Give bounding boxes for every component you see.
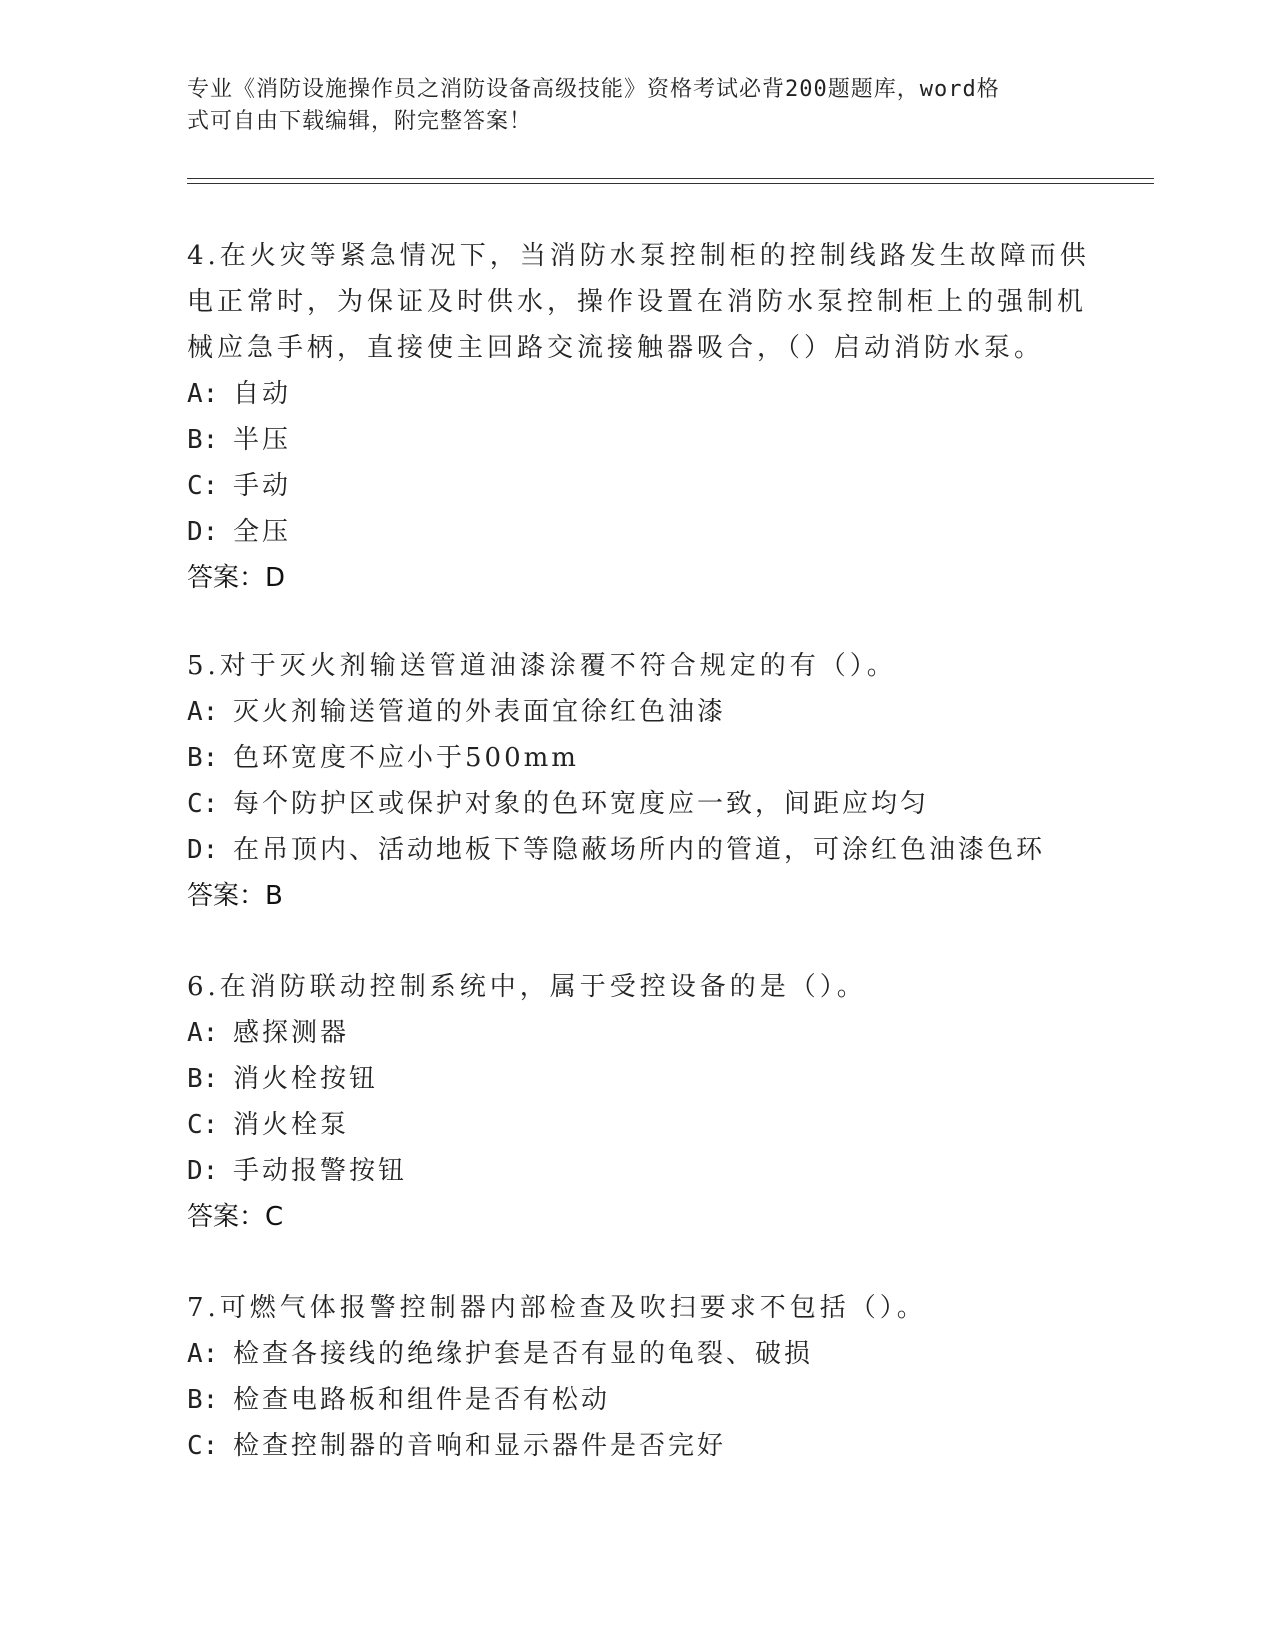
- option-c: [187, 781, 1107, 827]
- question-text: 7.可燃气体报警控制器内部检查及吹扫要求不包括（）。: [187, 1293, 927, 1323]
- option-letter: D:: [187, 1156, 219, 1186]
- question-text: 5.对于灭火剂输送管道油漆涂覆不符合规定的有（）。: [187, 651, 897, 681]
- option-text: 手动: [233, 471, 292, 501]
- option-letter: C:: [187, 1431, 219, 1461]
- option-a: [187, 371, 1107, 417]
- question-7: [187, 1285, 1107, 1469]
- option-text: 灭火剂输送管道的外表面宜徐红色油漆: [233, 697, 727, 727]
- option-letter: B:: [187, 743, 219, 773]
- option-d: [187, 1148, 1107, 1194]
- option-c: [187, 463, 1107, 509]
- option-letter: D:: [187, 835, 219, 865]
- answer-line: 答案：B: [187, 881, 283, 911]
- option-letter: D:: [187, 517, 219, 547]
- option-text: 色环宽度不应小于500mm: [233, 743, 579, 773]
- question-text: 电正常时，为保证及时供水，操作设置在消防水泵控制柜上的强制机: [187, 287, 1088, 317]
- option-a: [187, 689, 1107, 735]
- document-header: [187, 74, 1067, 138]
- option-text: 半压: [233, 425, 292, 455]
- option-text: 检查电路板和组件是否有松动: [233, 1385, 611, 1415]
- option-letter: A:: [187, 697, 219, 727]
- header-rule-top: [187, 178, 1154, 179]
- option-text: 消火栓泵: [233, 1110, 350, 1140]
- header-line-2: 式可自由下载编辑，附完整答案！: [187, 109, 533, 134]
- option-a: [187, 1010, 1107, 1056]
- option-letter: A:: [187, 1339, 219, 1369]
- option-text: 在吊顶内、活动地板下等隐蔽场所内的管道，可涂红色油漆色环: [233, 835, 1046, 865]
- header-line-1: 专业《消防设施操作员之消防设备高级技能》资格考试必背200题题库，word格: [187, 77, 1000, 102]
- option-letter: C:: [187, 789, 219, 819]
- option-d: [187, 509, 1107, 555]
- option-b: [187, 417, 1107, 463]
- option-letter: C:: [187, 1110, 219, 1140]
- option-text: 手动报警按钮: [233, 1156, 408, 1186]
- option-letter: A:: [187, 1018, 219, 1048]
- option-text: 每个防护区或保护对象的色环宽度应一致，间距应均匀: [233, 789, 930, 819]
- option-a: [187, 1331, 1107, 1377]
- option-text: 感探测器: [233, 1018, 350, 1048]
- question-5: [187, 643, 1107, 919]
- question-text: 6.在消防联动控制系统中，属于受控设备的是（）。: [187, 972, 867, 1002]
- option-text: 检查各接线的绝缘护套是否有显的龟裂、破损: [233, 1339, 814, 1369]
- option-text: 检查控制器的音响和显示器件是否完好: [233, 1431, 727, 1461]
- option-letter: B:: [187, 1064, 219, 1094]
- option-letter: B:: [187, 425, 219, 455]
- option-text: 全压: [233, 517, 292, 547]
- question-6: [187, 964, 1107, 1240]
- question-4: [187, 233, 1107, 601]
- option-text: 消火栓按钮: [233, 1064, 379, 1094]
- question-text: 4.在火灾等紧急情况下，当消防水泵控制柜的控制线路发生故障而供: [187, 241, 1090, 271]
- option-letter: C:: [187, 471, 219, 501]
- header-rule-bottom: [187, 183, 1154, 184]
- answer-line: 答案：C: [187, 1202, 284, 1232]
- option-b: [187, 1056, 1107, 1102]
- question-text: 械应急手柄，直接使主回路交流接触器吸合，（）启动消防水泵。: [187, 333, 1045, 363]
- option-b: [187, 735, 1107, 781]
- answer-line: 答案：D: [187, 563, 286, 593]
- option-c: [187, 1102, 1107, 1148]
- option-letter: B:: [187, 1385, 219, 1415]
- option-d: [187, 827, 1107, 873]
- option-b: [187, 1377, 1107, 1423]
- option-text: 自动: [233, 379, 292, 409]
- option-c: [187, 1423, 1107, 1469]
- option-letter: A:: [187, 379, 219, 409]
